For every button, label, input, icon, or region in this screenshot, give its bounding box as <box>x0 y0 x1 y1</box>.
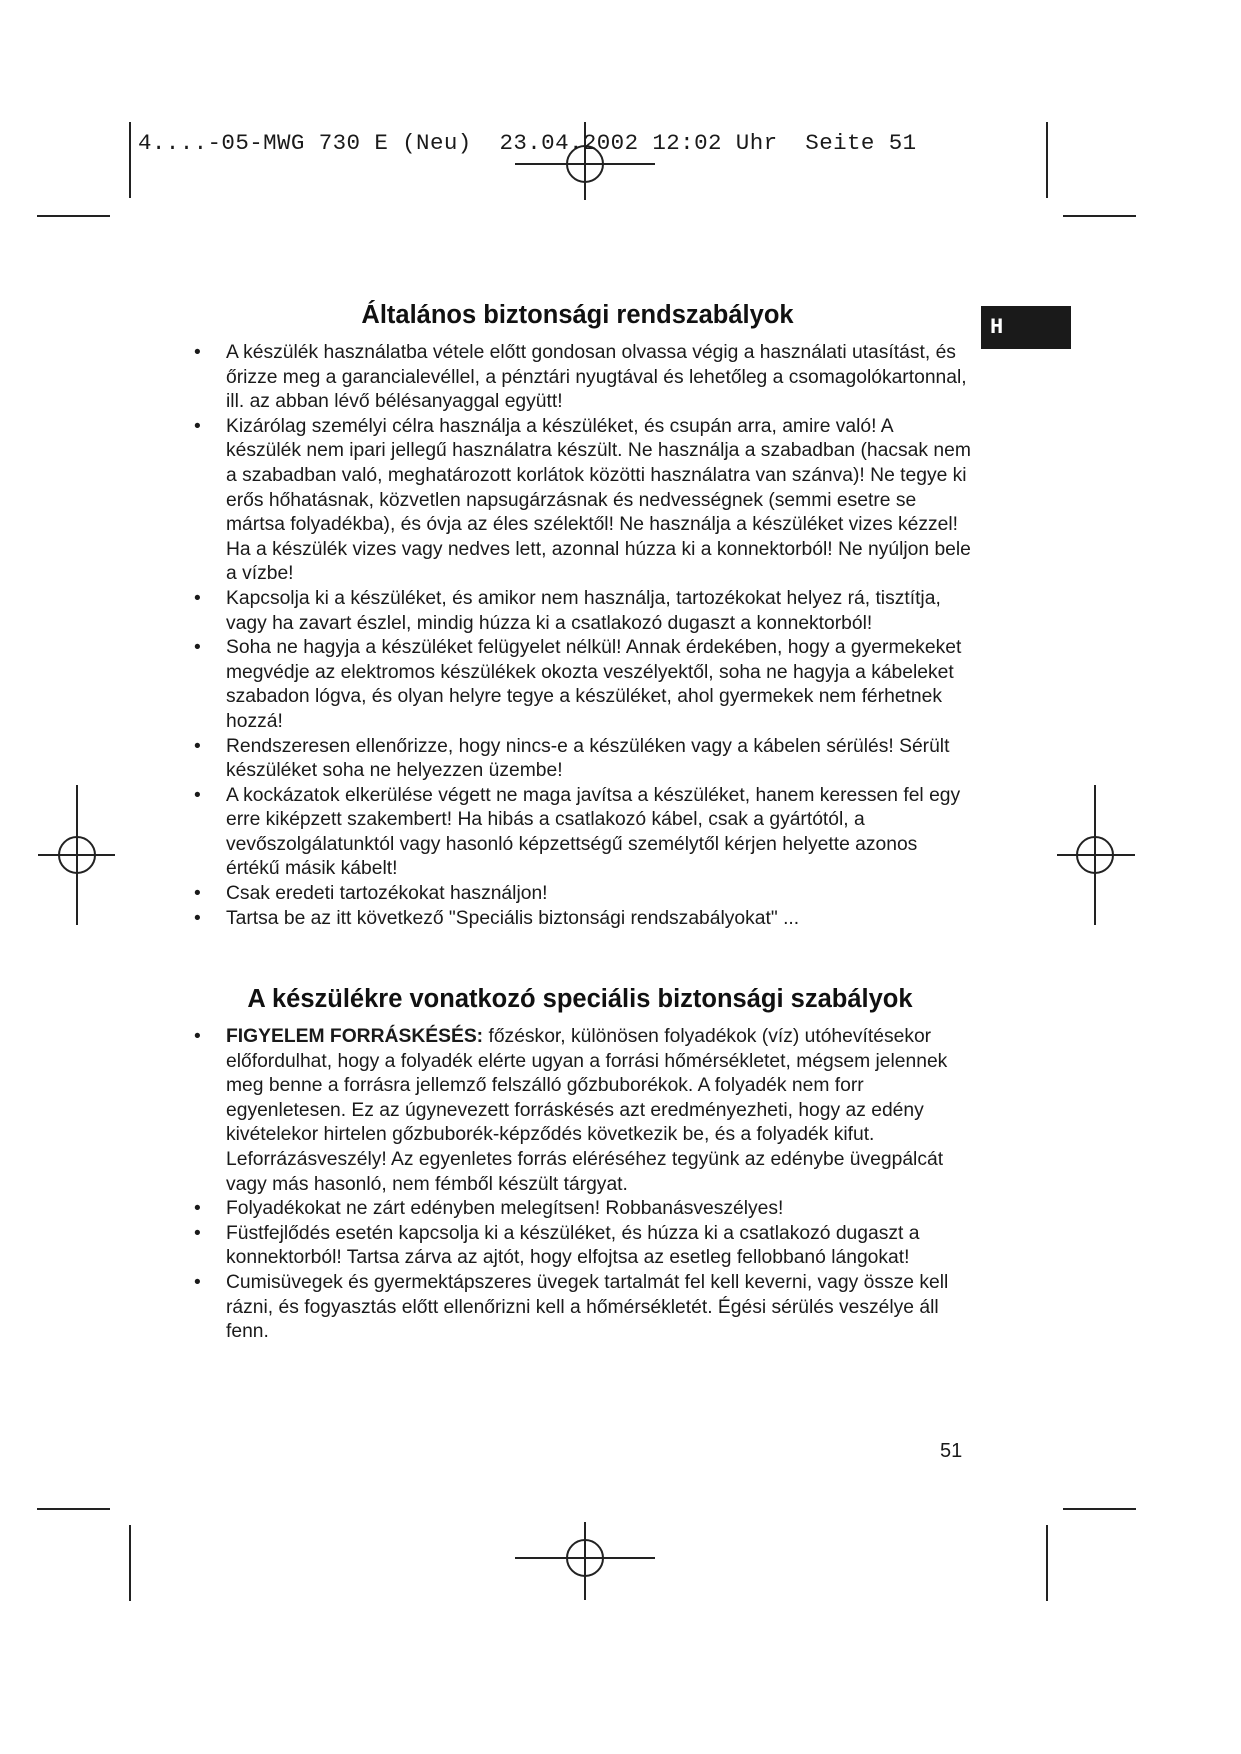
list-item: Kapcsolja ki a készüléket, és amikor nem használja, tartozékokat helyez rá, tisztítja, vagy ha zavart észlel, mindig húzza ki a csatlakozó dugaszt a konnektorból! <box>226 587 941 634</box>
list-item: Cumisüvegek és gyermektápszeres üvegek tartalmát fel kell keverni, vagy össze kell rázni, és fogyasztás előtt ellenőrizni kell a hőmérsékletét. Égési sérülés veszélye áll fenn. <box>226 1271 949 1343</box>
list-item: Folyadékokat ne zárt edényben melegítsen! Robbanásveszélyes! <box>226 1198 784 1220</box>
registration-mark-icon <box>510 1520 660 1602</box>
page-number: 51 <box>940 1440 963 1462</box>
registration-mark-icon <box>1055 780 1137 930</box>
list-item: A készülék használatba vétele előtt gondosan olvassa végig a használati utasítást, és őrizze meg a garancialevéllel, a pénztári nyugtával és lehetőleg a csomagolókartonnal, ill. az abban lévő bélésanyaggal együtt! <box>226 342 967 413</box>
crop-mark <box>129 1525 131 1601</box>
list-item: Kizárólag személyi célra használja a készüléket, és csupán arra, amire való! A készülék nem ipari jellegű használatra készült. Ne használja a szabadban (hacsak nem a szabadban való, meghatározott korlátok közötti használatra van szánva)! Ne tegye ki erős hőhatásnak, közvetlen napsugárzásnak és nedvességnek (semmi esetre se mártsa folyadékba), és óvja az éles szélektől! Ne használja a készüléket vizes kézzel! Ha a készülék vizes vagy nedves lett, azonnal húzza ki a konnektorból! Ne nyúljon bele a vízbe! <box>226 415 971 585</box>
list-item: Soha ne hagyja a készüléket felügyelet nélkül! Annak érdekében, hogy a gyermekeket megvédje az elektromos készülékek okozta veszélyektől, soha ne hagyja a kábeleket szabadon lógva, és olyan helyre tegye a készüléket, ahol gyermekek nem férhetnek hozzá! <box>226 637 962 732</box>
special-safety-list <box>192 1025 972 1345</box>
crop-mark <box>1046 1525 1048 1601</box>
section-title-special-safety: A készülékre vonatkozó speciális biztonsági szabályok <box>247 985 913 1013</box>
list-item: Rendszeresen ellenőrizze, hogy nincs-e a készüléken vagy a kábelen sérülés! Sérült készüléket soha ne helyezzen üzembe! <box>226 735 950 782</box>
general-safety-list <box>192 341 972 931</box>
section-title-general-safety: Általános biztonsági rendszabályok <box>361 301 794 329</box>
crop-mark <box>37 215 110 217</box>
crop-mark <box>1063 215 1136 217</box>
list-item: Tartsa be az itt következő "Speciális biztonsági rendszabályokat" ... <box>226 907 800 929</box>
list-item: A kockázatok elkerülése végett ne maga javítsa a készüléket, hanem keressen fel egy erre kiképzett szakembert! Ha hibás a csatlakozó kábel, csak a gyártótól, a vevőszolgálatunktól vagy hasonló képzettségű személytől kérjen helyette azonos értékű másik kábelt! <box>226 784 961 880</box>
list-item: Füstfejlődés esetén kapcsolja ki a készüléket, és húzza ki a csatlakozó dugaszt a konnektorból! Tartsa zárva az ajtót, hogy elfojtsa az esetleg fellobbanó lángokat! <box>226 1222 920 1269</box>
crop-mark <box>1063 1508 1136 1510</box>
crop-mark <box>1046 122 1048 198</box>
crop-mark <box>129 122 131 198</box>
warning-label: FIGYELEM FORRÁSKÉSÉS: <box>226 1026 484 1047</box>
list-item-warning: FIGYELEM FORRÁSKÉSÉS: főzéskor, különösen folyadékok (víz) utóhevítésekor előfordulhat, hogy a folyadék elérte ugyan a forrási hőmérsékletet, mégsem jelennek meg benne a forrásra jellemző felszálló gőzbuborékok. A folyadék nem forr egyenletesen. Ez az úgynevezett forráskésés azt eredményezheti, hogy az edény kivételekor hirtelen gőzbuborék-képződés következik be, és a folyadék kifut. Leforrázásveszély! Az egyenletes forrás eléréséhez tegyünk az edénybe üvegpálcát vagy más hasonló, nem fémből készült tárgyat. <box>226 1026 948 1195</box>
registration-mark-icon <box>35 780 117 930</box>
crop-mark <box>37 1508 110 1510</box>
language-tab: H <box>981 306 1071 349</box>
list-item: Csak eredeti tartozékokat használjon! <box>226 883 548 905</box>
print-slug-header: 4....-05-MWG 730 E (Neu) 23.04.2002 12:02 Uhr Seite 51 <box>138 130 917 156</box>
